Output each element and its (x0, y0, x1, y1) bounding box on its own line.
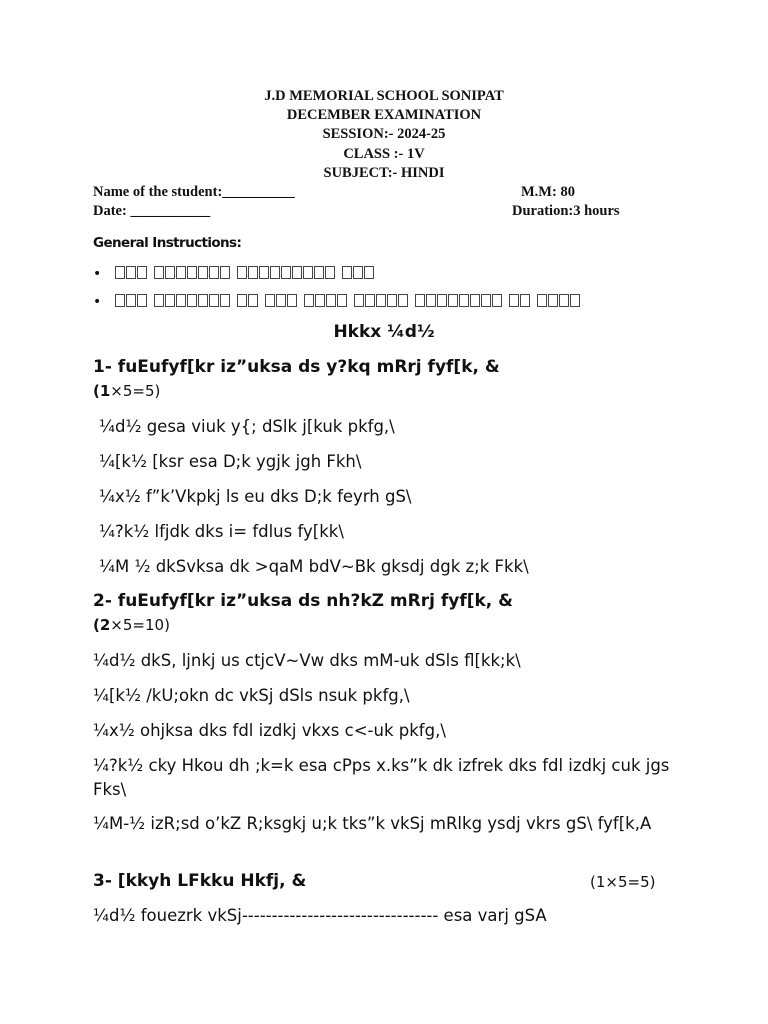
missing-glyph-box (259, 266, 269, 279)
missing-glyph-box (398, 294, 408, 307)
question-2-item: ¼M-½ izR;sd o’kZ R;ksgkj u;k tks”k vkSj mRlkg ysdj vkrs gS\ fyf[k,A (93, 814, 652, 833)
question-2-item: ¼x½ ohjksa dks fdl izdkj vkxs c<-uk pkfg,\ (93, 721, 446, 740)
paper-section-title: Hkkx ¼d½ (333, 322, 435, 342)
question-3-marks: (1×5=5) (590, 873, 656, 891)
missing-glyph-box (281, 266, 291, 279)
question-1-marks (93, 382, 160, 400)
missing-glyph-box (198, 294, 208, 307)
question-1-item: ¼M ½ dkSvksa dk >qaM bdV~Bk gksdj dgk z;k Fkk\ (99, 557, 529, 576)
missing-glyph-box (248, 266, 258, 279)
instructions-heading: General Instructions: (93, 235, 242, 251)
missing-glyph-box (304, 294, 314, 307)
missing-glyph-box (115, 266, 125, 279)
question-2-heading: 2- fuEufyf[kr iz”uksa ds nh?kZ mRrj fyf[k, & (93, 591, 513, 611)
marks-multiplier: (2 (93, 616, 111, 634)
missing-glyph-box (559, 294, 569, 307)
missing-glyph-box (364, 266, 374, 279)
missing-glyph-box (481, 294, 491, 307)
question-2-item: ¼?k½ cky Hkou dh ;k=k esa cPps x.ks”k dk izfrek dks fdl izdkj cuk jgs Fks\ (93, 756, 670, 799)
marks-total: ×5=5) (110, 382, 161, 400)
missing-glyph-box (387, 294, 397, 307)
missing-glyph-box (237, 294, 247, 307)
missing-glyph-box (303, 266, 313, 279)
student-name-label: Name of the student:__________ (93, 184, 295, 200)
missing-glyph-box (126, 266, 136, 279)
missing-glyph-box (437, 294, 447, 307)
marks-total: ×5=10) (110, 616, 170, 634)
missing-glyph-box (154, 266, 164, 279)
missing-glyph-box (237, 266, 247, 279)
missing-glyph-text (115, 294, 581, 310)
missing-glyph-box (198, 266, 208, 279)
missing-glyph-box (509, 294, 519, 307)
instruction-bullet (93, 294, 581, 310)
missing-glyph-box (137, 294, 147, 307)
missing-glyph-box (165, 266, 175, 279)
session-line: SESSION:- 2024-25 (322, 126, 446, 142)
missing-glyph-box (353, 266, 363, 279)
missing-glyph-box (492, 294, 502, 307)
missing-glyph-box (292, 266, 302, 279)
missing-glyph-box (342, 266, 352, 279)
missing-glyph-box (165, 294, 175, 307)
missing-glyph-box (537, 294, 547, 307)
question-1-item: ¼?k½ lfjdk dks i= fdlus fy[kk\ (99, 522, 344, 541)
missing-glyph-box (470, 294, 480, 307)
missing-glyph-box (115, 294, 125, 307)
school-name: J.D MEMORIAL SCHOOL SONIPAT (264, 88, 504, 104)
missing-glyph-box (154, 294, 164, 307)
missing-glyph-box (137, 266, 147, 279)
date-label: Date: ___________ (93, 203, 211, 219)
question-1-item: ¼d½ gesa viuk y{; dSlk j[kuk pkfg,\ (99, 417, 395, 436)
question-2-marks (93, 616, 170, 634)
missing-glyph-text (115, 266, 375, 282)
missing-glyph-box (287, 294, 297, 307)
missing-glyph-box (376, 294, 386, 307)
missing-glyph-box (315, 294, 325, 307)
question-1-heading: 1- fuEufyf[kr iz”uksa ds y?kq mRrj fyf[k, & (93, 357, 500, 377)
bullet-dot: • (93, 294, 102, 310)
question-1-item: ¼x½ f”k’Vkpkj ls eu dks D;k feyrh gS\ (99, 487, 412, 506)
exam-title: DECEMBER EXAMINATION (286, 107, 482, 123)
instruction-bullet (93, 266, 375, 282)
missing-glyph-box (326, 294, 336, 307)
missing-glyph-box (570, 294, 580, 307)
missing-glyph-box (220, 294, 230, 307)
missing-glyph-box (209, 266, 219, 279)
question-3-item: ¼d½ fouezrk vkSj--------------------------------- esa varj gSA (93, 906, 547, 925)
missing-glyph-box (325, 266, 335, 279)
missing-glyph-box (248, 294, 258, 307)
missing-glyph-box (176, 266, 186, 279)
missing-glyph-box (187, 266, 197, 279)
missing-glyph-box (314, 266, 324, 279)
missing-glyph-box (265, 294, 275, 307)
missing-glyph-box (354, 294, 364, 307)
missing-glyph-box (548, 294, 558, 307)
missing-glyph-box (426, 294, 436, 307)
missing-glyph-box (415, 294, 425, 307)
missing-glyph-box (209, 294, 219, 307)
missing-glyph-box (520, 294, 530, 307)
bullet-dot: • (93, 266, 102, 282)
question-3-heading: 3- [kkyh LFkku Hkfj, & (93, 871, 307, 891)
question-2-item: ¼d½ dkS, ljnkj us ctjcV~Vw dks mM-uk dSls fl[kk;k\ (93, 651, 521, 670)
missing-glyph-box (448, 294, 458, 307)
missing-glyph-box (276, 294, 286, 307)
class-line: CLASS :- 1V (343, 146, 425, 162)
missing-glyph-box (270, 266, 280, 279)
missing-glyph-box (459, 294, 469, 307)
missing-glyph-box (220, 266, 230, 279)
missing-glyph-box (187, 294, 197, 307)
question-2-item: ¼[k½ /kU;okn dc vkSj dSls nsuk pkfg,\ (93, 686, 410, 705)
max-marks: M.M: 80 (521, 184, 575, 200)
question-1-item: ¼[k½ [ksr esa D;k ygjk jgh Fkh\ (99, 452, 362, 471)
missing-glyph-box (176, 294, 186, 307)
missing-glyph-box (337, 294, 347, 307)
subject-line: SUBJECT:- HINDI (323, 165, 445, 181)
missing-glyph-box (365, 294, 375, 307)
duration: Duration:3 hours (512, 203, 620, 219)
missing-glyph-box (126, 294, 136, 307)
marks-multiplier: (1 (93, 382, 111, 400)
